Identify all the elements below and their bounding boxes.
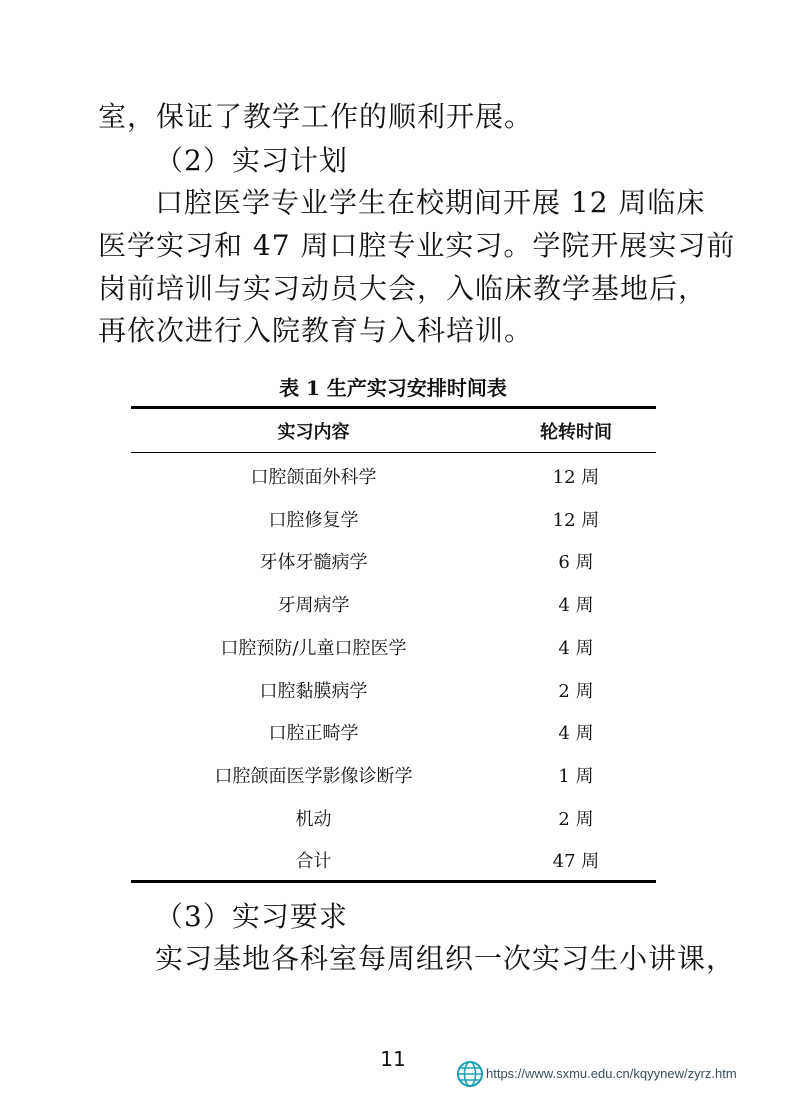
table-cell-duration: 2 周: [558, 809, 594, 830]
paragraph-line: 岗前培训与实习动员大会，入临床教学基地后，: [98, 272, 708, 305]
table-cell-content: 口腔正畸学: [268, 723, 359, 744]
table-cell-content: 口腔颌面医学影像诊断学: [214, 766, 413, 787]
table-cell-content: 合计: [295, 851, 332, 872]
table-header-content: 实习内容: [277, 422, 350, 443]
table-header-rule: [131, 452, 656, 453]
globe-icon: [456, 1060, 484, 1088]
paragraph-line: 口腔医学专业学生在校期间开展 12 周临床: [155, 186, 706, 219]
table-cell-duration: 6 周: [558, 552, 594, 573]
table-cell-duration: 4 周: [558, 638, 594, 659]
paragraph-line: 实习基地各科室每周组织一次实习生小讲课，: [155, 942, 736, 975]
paragraph-line: 再依次进行入院教育与入科培训。: [98, 314, 534, 347]
section-heading: （3）实习要求: [155, 900, 348, 933]
table-cell-duration: 12 周: [552, 467, 600, 488]
page-number: 11: [380, 1047, 406, 1071]
table-cell-content: 口腔颌面外科学: [250, 467, 377, 488]
table-cell-content: 牙体牙髓病学: [259, 552, 368, 573]
table-bottom-rule: [131, 880, 656, 883]
table-cell-content: 牙周病学: [277, 595, 350, 616]
table-cell-content: 口腔修复学: [268, 510, 359, 531]
table-cell-content: 口腔黏膜病学: [259, 681, 368, 702]
footer-url[interactable]: https://www.sxmu.edu.cn/kqyynew/zyrz.htm: [486, 1066, 737, 1081]
paragraph-line: 室，保证了教学工作的顺利开展。: [98, 100, 534, 133]
table-cell-duration: 4 周: [558, 723, 594, 744]
table-cell-duration: 2 周: [558, 681, 594, 702]
table-cell-duration: 47 周: [552, 851, 600, 872]
paragraph-line: 医学实习和 47 周口腔专业实习。学院开展实习前: [98, 229, 736, 262]
table-caption: 表 1 生产实习安排时间表: [279, 376, 507, 400]
table-cell-duration: 12 周: [552, 510, 600, 531]
table-cell-duration: 4 周: [558, 595, 594, 616]
section-heading: （2）实习计划: [155, 144, 348, 177]
table-header-duration: 轮转时间: [540, 422, 612, 443]
table-cell-content: 机动: [295, 809, 332, 830]
table-top-rule: [131, 406, 656, 409]
table-cell-content: 口腔预防/儿童口腔医学: [220, 638, 407, 659]
table-cell-duration: 1 周: [558, 766, 594, 787]
